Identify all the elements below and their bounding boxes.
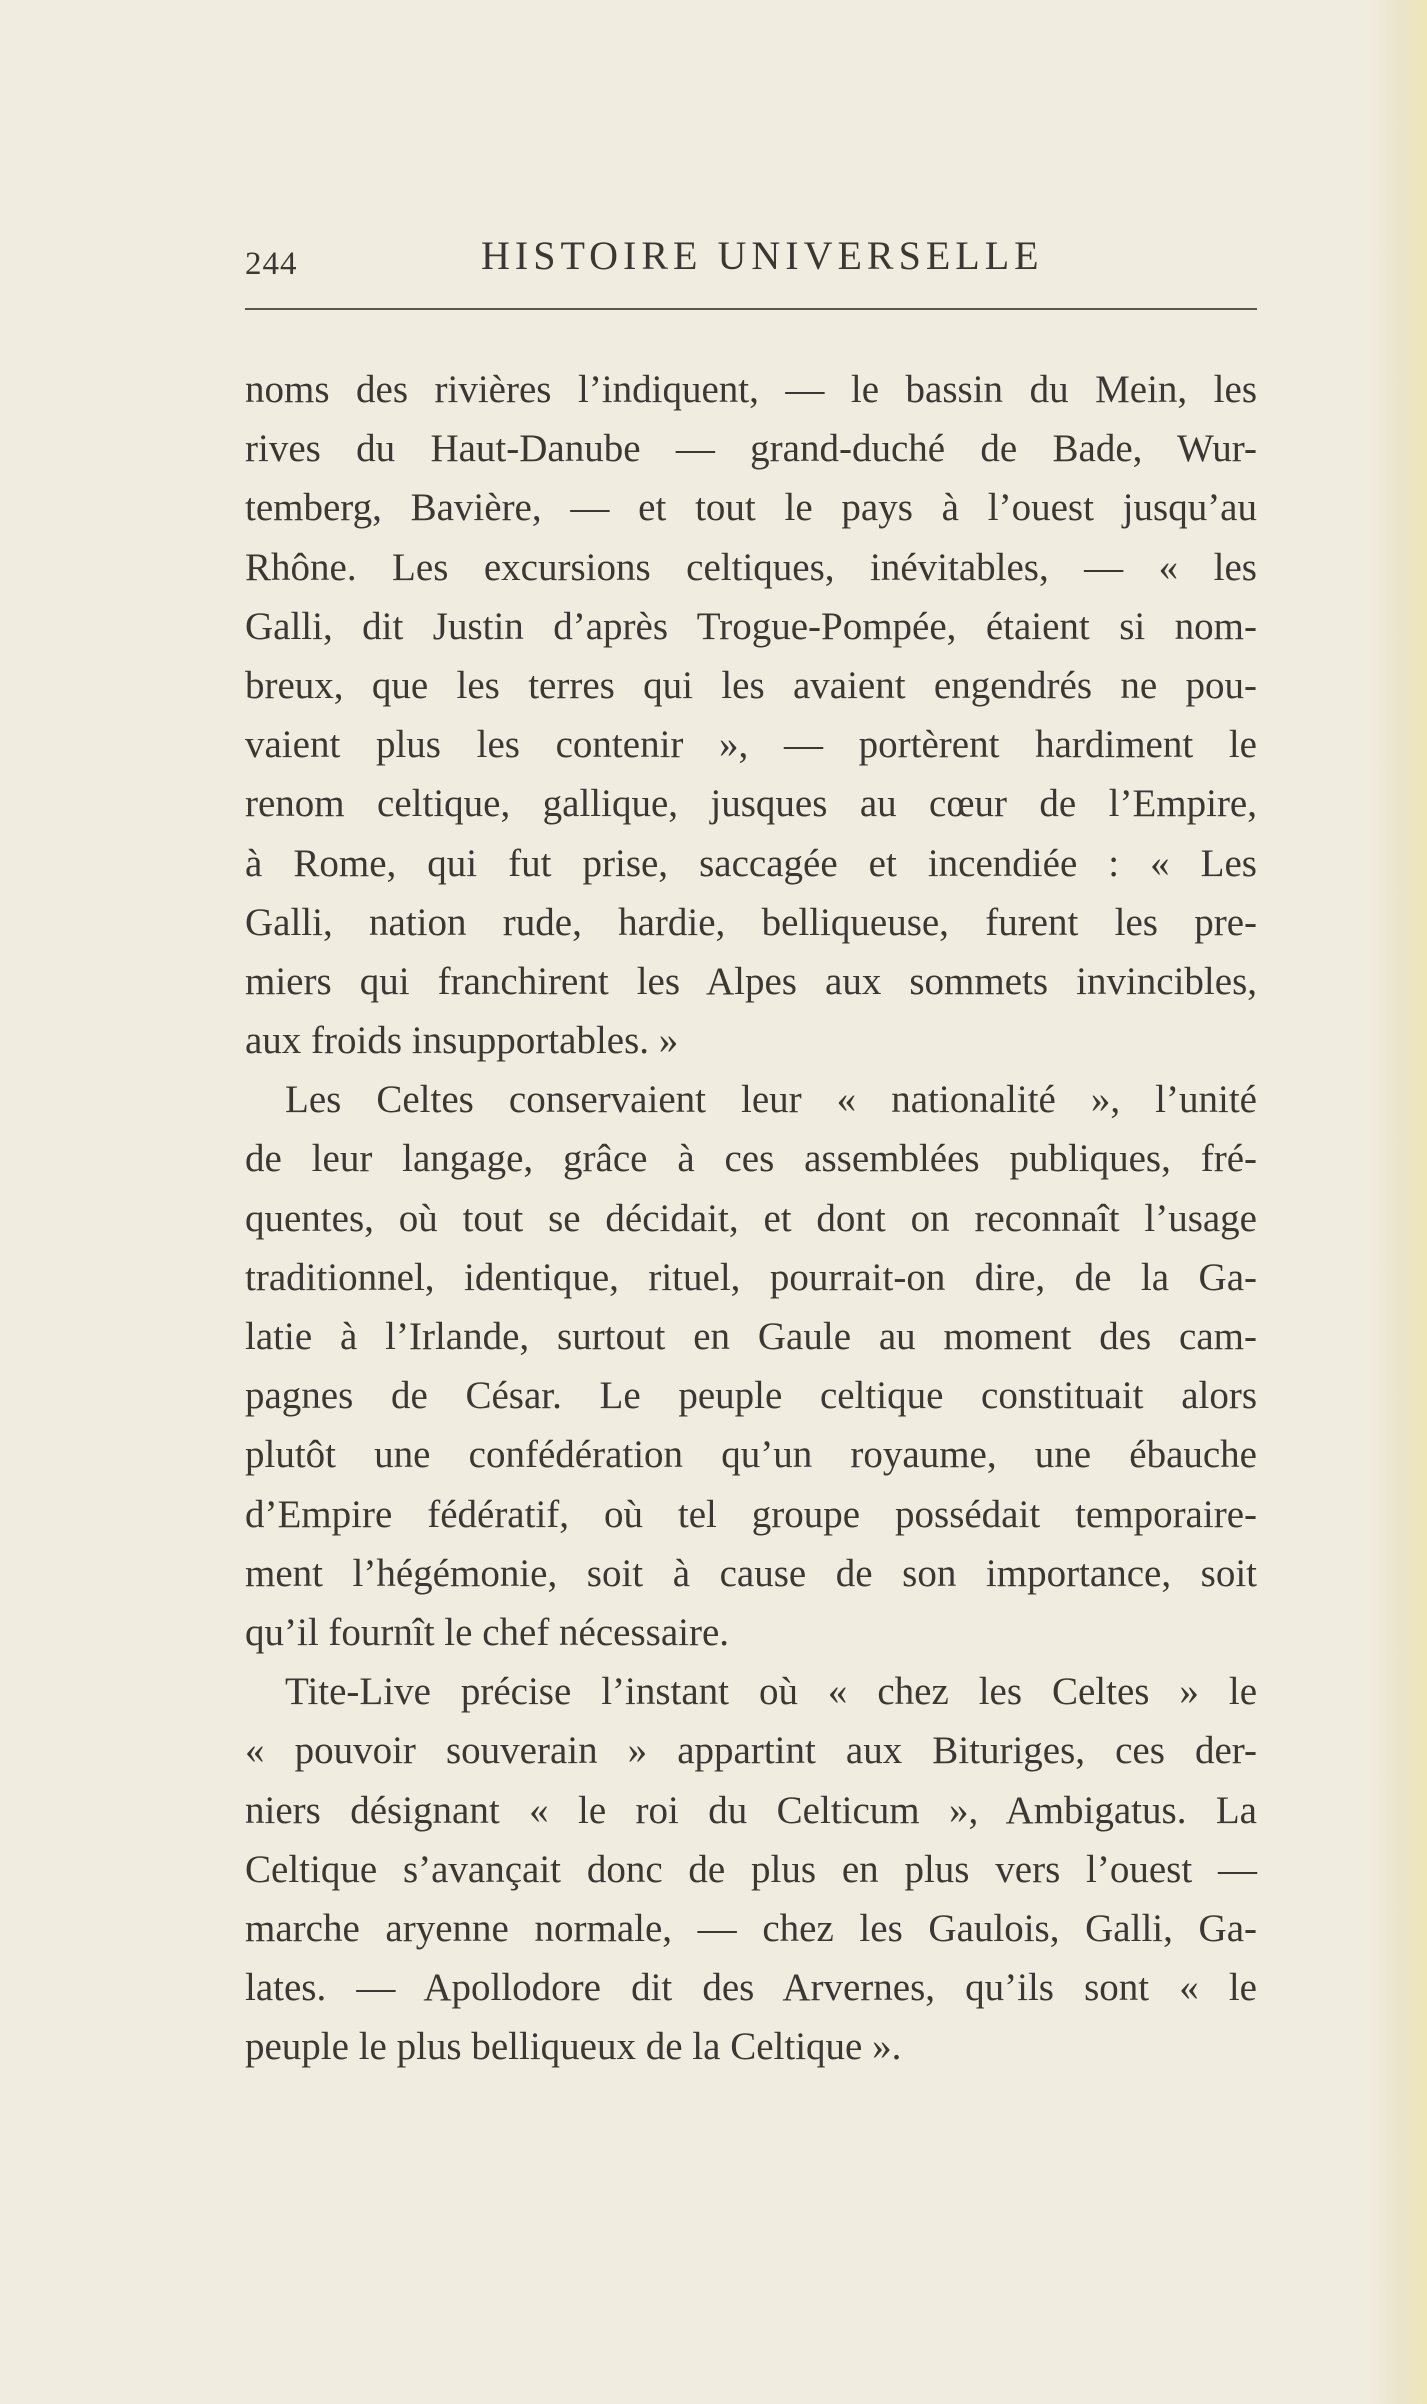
text-line: temberg, Bavière, — et tout le pays à l’ouest jusqu’au bbox=[245, 486, 1257, 530]
text-line: Galli, dit Justin d’après Trogue-Pompée, étaient si nom- bbox=[245, 604, 1257, 648]
paragraph-start-line: Les Celtes conservaient leur « nationalité », l’unité bbox=[285, 1078, 1257, 1122]
text-line: quentes, où tout se décidait, et dont on reconnaît l’usage bbox=[245, 1196, 1257, 1240]
text-line: ment l’hégémonie, soit à cause de son importance, soit bbox=[245, 1551, 1257, 1595]
body-text bbox=[245, 360, 1257, 2076]
paragraph-end-line: aux froids insupportables. » bbox=[245, 1019, 679, 1063]
running-head bbox=[245, 232, 1255, 288]
text-line: vaient plus les contenir », — portèrent hardiment le bbox=[245, 723, 1257, 767]
text-line: plutôt une confédération qu’un royaume, une ébauche bbox=[245, 1433, 1257, 1477]
text-line: traditionnel, identique, rituel, pourrait-on dire, de la Ga- bbox=[245, 1255, 1257, 1299]
text-line: miers qui franchirent les Alpes aux sommets invincibles, bbox=[245, 959, 1257, 1003]
paragraph-end-line: peuple le plus belliqueux de la Celtique ». bbox=[245, 2025, 902, 2069]
text-line: à Rome, qui fut prise, saccagée et incendiée : « Les bbox=[245, 841, 1257, 885]
text-line: lates. — Apollodore dit des Arvernes, qu’ils sont « le bbox=[245, 1966, 1257, 2010]
text-line: niers désignant « le roi du Celticum », Ambigatus. La bbox=[245, 1788, 1257, 1832]
text-line: marche aryenne normale, — chez les Gaulois, Galli, Ga- bbox=[245, 1906, 1257, 1950]
text-line: rives du Haut-Danube — grand-duché de Bade, Wur- bbox=[245, 427, 1257, 471]
text-line: noms des rivières l’indiquent, — le bassin du Mein, les bbox=[245, 368, 1257, 411]
text-line: de leur langage, grâce à ces assemblées publiques, fré- bbox=[245, 1137, 1257, 1181]
text-line: breux, que les terres qui les avaient engendrés ne pou- bbox=[245, 663, 1257, 707]
text-line: pagnes de César. Le peuple celtique constituait alors bbox=[245, 1374, 1257, 1418]
text-line: Celtique s’avançait donc de plus en plus vers l’ouest — bbox=[245, 1847, 1257, 1891]
text-line: latie à l’Irlande, surtout en Gaule au moment des cam- bbox=[245, 1315, 1257, 1358]
paragraph-end-line: qu’il fournît le chef nécessaire. bbox=[245, 1610, 730, 1654]
text-line: Rhône. Les excursions celtiques, inévitables, — « les bbox=[245, 545, 1257, 589]
page-title: HISTOIRE UNIVERSELLE bbox=[481, 233, 1044, 278]
paragraph-start-line: Tite-Live précise l’instant où « chez les Celtes » le bbox=[285, 1670, 1257, 1714]
page-edge-shading bbox=[1367, 0, 1427, 2404]
page-number: 244 bbox=[245, 246, 298, 282]
text-line: renom celtique, gallique, jusques au cœur de l’Empire, bbox=[245, 782, 1257, 826]
text-line: « pouvoir souverain » appartint aux Bituriges, ces der- bbox=[245, 1729, 1257, 1773]
text-line: Galli, nation rude, hardie, belliqueuse, furent les pre- bbox=[245, 900, 1257, 944]
header-rule bbox=[245, 308, 1257, 310]
text-line: d’Empire fédératif, où tel groupe possédait temporaire- bbox=[245, 1492, 1257, 1536]
